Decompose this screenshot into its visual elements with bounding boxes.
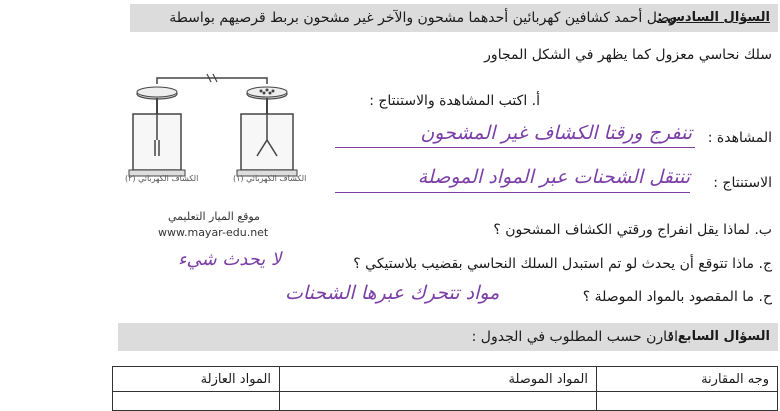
conclusion-answer: تنتقل الشحنات عبر المواد الموصلة bbox=[417, 166, 690, 188]
table-header-row bbox=[113, 367, 778, 392]
observation-label: المشاهدة : bbox=[707, 130, 772, 146]
comparison-table bbox=[112, 366, 778, 411]
part-b-question: ب. لماذا يقل انفراج ورقتي الكشاف المشحون ؟ bbox=[493, 222, 772, 238]
electroscopes-figure bbox=[125, 70, 315, 205]
part-j-question: ج. ماذا تتوقع أن يحدث لو تم استبدل السلك النحاسي بقضيب بلاستيكي ؟ bbox=[353, 256, 772, 272]
question7-header bbox=[118, 323, 778, 351]
header-comparison-aspect: وجه المقارنة bbox=[597, 367, 778, 392]
table-cell bbox=[280, 392, 597, 411]
question6-text-line2: سلك نحاسي معزول كما يظهر في الشكل المجاور bbox=[484, 47, 772, 63]
question7-label: السؤال السابع : bbox=[668, 329, 770, 344]
question6-label: السؤال السادس : bbox=[657, 10, 770, 25]
caption-electroscope-2: الكشاف الكهربائي (٢) bbox=[125, 174, 199, 183]
table-row bbox=[113, 392, 778, 411]
table-cell bbox=[113, 392, 280, 411]
conclusion-underline bbox=[335, 192, 690, 193]
conclusion-label: الاستنتاج : bbox=[713, 175, 772, 191]
question6-header bbox=[130, 4, 778, 32]
table-cell bbox=[597, 392, 778, 411]
header-conductors: المواد الموصلة bbox=[280, 367, 597, 392]
caption-electroscope-1: الكشاف الكهربائي (١) bbox=[233, 174, 307, 183]
observation-answer: تنفرج ورقتا الكشاف غير المشحون bbox=[420, 122, 692, 144]
question6-text-line1: وصل أحمد كشافين كهربائين أحدهما مشحون والآخر غير مشحون بربط قرصيهم بواسطة bbox=[169, 10, 676, 26]
part-a-prompt: أ. اكتب المشاهدة والاستنتاج : bbox=[369, 93, 540, 109]
part-h-answer: مواد تتحرك عبرها الشحنات bbox=[285, 282, 500, 304]
electroscopes-drawing bbox=[125, 70, 315, 180]
header-insulators: المواد العازلة bbox=[113, 367, 280, 392]
question7-text: اقارن حسب المطلوب في الجدول : bbox=[471, 329, 678, 345]
observation-underline bbox=[335, 147, 695, 148]
part-j-answer: لا يحدث شيء bbox=[178, 249, 282, 270]
part-h-question: ح. ما المقصود بالمواد الموصلة ؟ bbox=[582, 289, 772, 305]
site-url: www.mayar-edu.net bbox=[158, 226, 269, 239]
site-name: موقع الميار التعليمي bbox=[168, 210, 260, 223]
